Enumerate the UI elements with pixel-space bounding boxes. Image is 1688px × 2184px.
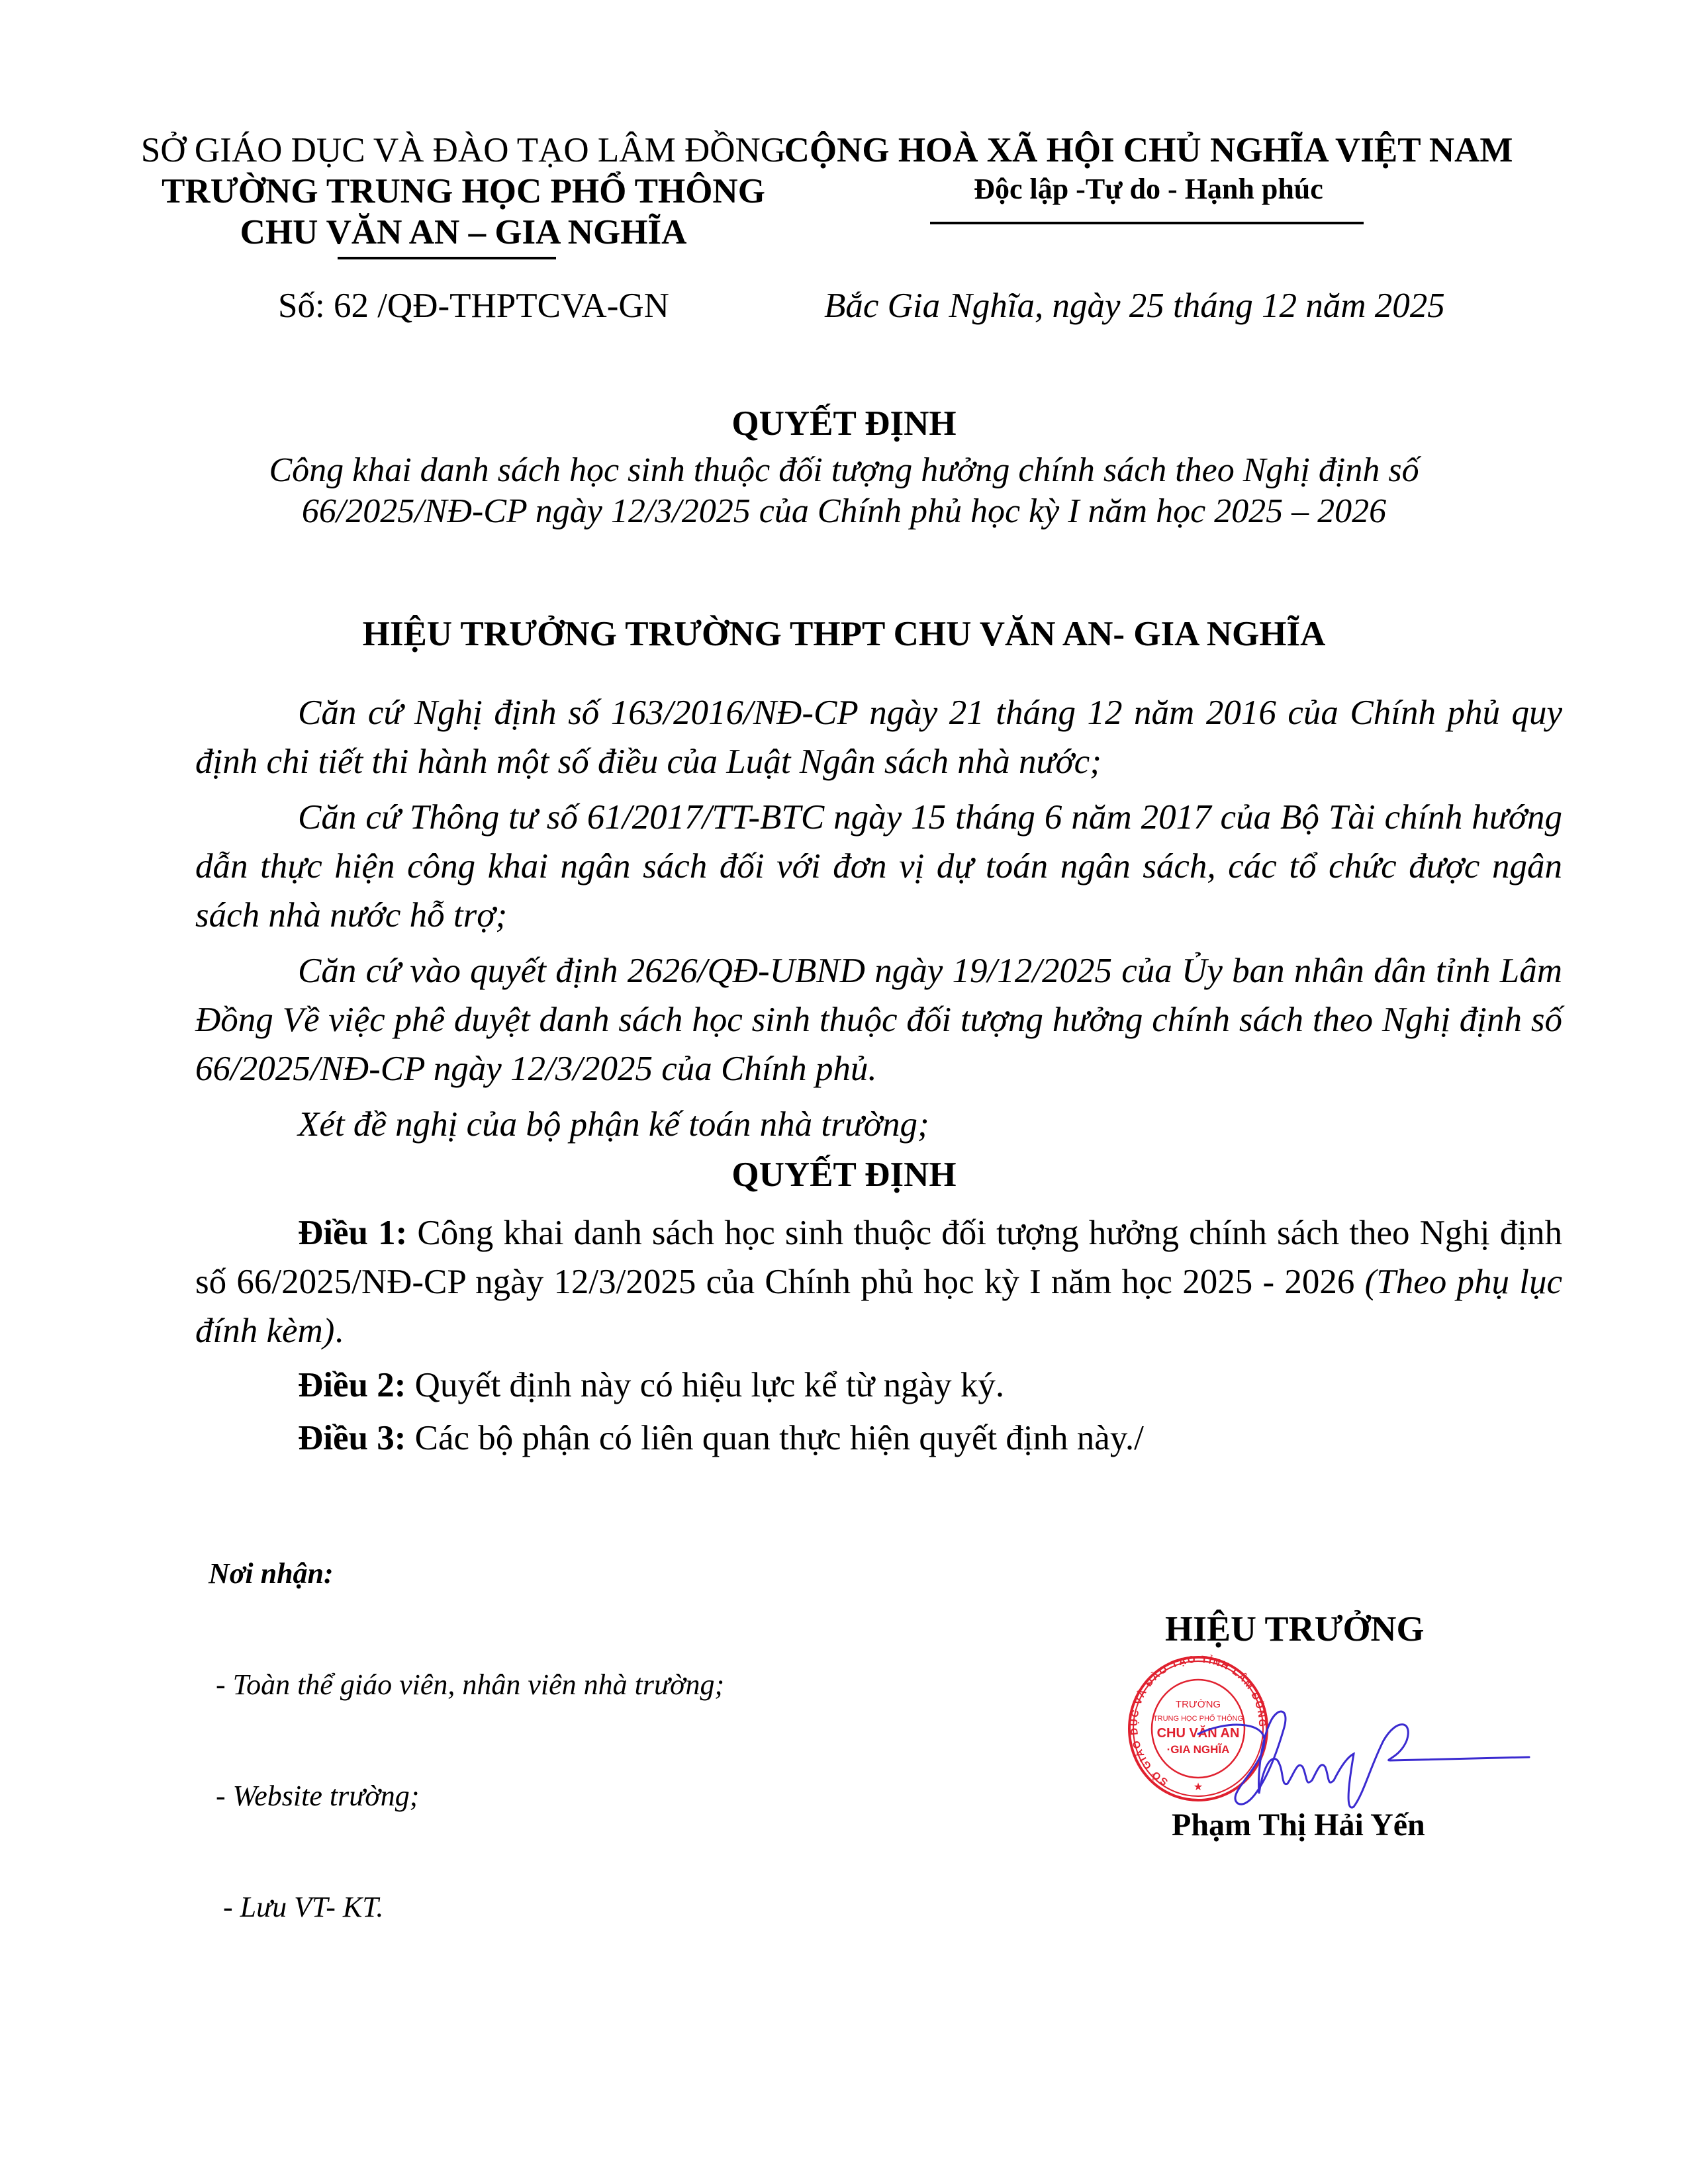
svg-text:·GIA NGHĨA: ·GIA NGHĨA — [1166, 1743, 1230, 1756]
article-text: Quyết định này có hiệu lực kể từ ngày ký. — [406, 1366, 1005, 1404]
header-agency-block — [132, 130, 794, 253]
subject-line2: 66/2025/NĐ-CP ngày 12/3/2025 của Chính phủ học kỳ I năm học 2025 – 2026 — [301, 492, 1387, 530]
subject-line1: Công khai danh sách học sinh thuộc đối tượng hưởng chính sách theo Nghị định số — [269, 451, 1419, 489]
article-label: Điều 2: — [298, 1366, 406, 1404]
svg-text:TRƯỜNG: TRƯỜNG — [1175, 1699, 1221, 1710]
svg-text:TRUNG HỌC PHỔ THÔNG: TRUNG HỌC PHỔ THÔNG — [1152, 1715, 1244, 1723]
article-end: . — [334, 1312, 344, 1350]
preamble-text: Căn cứ vào quyết định 2626/QĐ-UBND ngày 19/12/2025 của Ủy ban nhân dân tỉnh Lâm Đồng Về việc phê duyệt danh sách học sinh thuộc đối tượng hưởng chính sách theo Nghị định số 66/2025/NĐ-CP ngày 12/3/2025 của Chính phủ. — [195, 952, 1562, 1088]
article-label: Điều 3: — [298, 1419, 406, 1457]
article-text: Công khai danh sách học sinh thuộc đối tượng hưởng chính sách theo Nghị định số 66/2025/NĐ-CP ngày 12/3/2025 của Chính phủ học kỳ I năm học 2025 - 2026 — [195, 1214, 1562, 1301]
article-1 — [195, 1208, 1562, 1355]
document-number: Số: 62 /QĐ-THPTCVA-GN — [278, 287, 669, 325]
place-date: Bắc Gia Nghĩa, ngày 25 tháng 12 năm 2025 — [824, 287, 1445, 325]
preamble-text: Căn cứ Thông tư số 61/2017/TT-BTC ngày 15 tháng 6 năm 2017 của Bộ Tài chính hướng dẫn thực hiện công khai ngân sách đối với đơn vị dự toán ngân sách, các tổ chức được ngân sách nhà nước hỗ trợ; — [195, 798, 1562, 934]
svg-text:SỞ GIÁO DỤC VÀ ĐÀO TẠO TỈNH LÂ: SỞ GIÁO DỤC VÀ ĐÀO TẠO TỈNH LÂM ĐỒNG — [1128, 1653, 1268, 1788]
preamble-item — [195, 688, 1562, 786]
agency-name: SỞ GIÁO DỤC VÀ ĐÀO TẠO LÂM ĐỒNG — [140, 131, 786, 169]
preamble-item — [195, 793, 1562, 940]
signer-name: Phạm Thị Hải Yến — [1172, 1807, 1425, 1843]
recipient-item: - Toàn thể giáo viên, nhân viên nhà trường; — [209, 1668, 725, 1701]
school-name-line2: CHU VĂN AN – GIA NGHĨA — [240, 213, 687, 251]
issuing-authority: HIỆU TRƯỞNG TRƯỜNG THPT CHU VĂN AN- GIA NGHĨA — [362, 615, 1326, 653]
svg-text:★: ★ — [1193, 1780, 1203, 1793]
country-name: CỘNG HOÀ XÃ HỘI CHỦ NGHĨA VIỆT NAM — [784, 131, 1513, 169]
preamble-item — [195, 1100, 1562, 1149]
article-2 — [195, 1361, 1562, 1410]
preamble-text: Căn cứ Nghị định số 163/2016/NĐ-CP ngày 21 tháng 12 năm 2016 của Chính phủ quy định chi tiết thi hành một số điều của Luật Ngân sách nhà nước; — [195, 694, 1562, 781]
recipient-item: - Website trường; — [209, 1780, 420, 1812]
decision-heading: QUYẾT ĐỊNH — [731, 1156, 957, 1194]
svg-text:CHU VĂN AN: CHU VĂN AN — [1156, 1726, 1240, 1741]
handwritten-signature-icon — [1185, 1694, 1542, 1813]
national-motto: Độc lập -Tự do - Hạnh phúc — [974, 173, 1323, 205]
article-3 — [195, 1414, 1562, 1463]
recipients-heading: Nơi nhận: — [209, 1557, 334, 1590]
article-label: Điều 1: — [298, 1214, 408, 1252]
header-national-block — [774, 130, 1523, 208]
recipient-item: - Lưu VT- KT. — [209, 1891, 384, 1923]
article-note: (Theo phụ lục đính kèm) — [195, 1263, 1562, 1350]
document-subject — [0, 450, 1688, 532]
document-type-heading: QUYẾT ĐỊNH — [731, 404, 957, 443]
article-text: Các bộ phận có liên quan thực hiện quyết định này./ — [406, 1419, 1144, 1457]
recipients-block — [209, 1481, 724, 1963]
preamble-text: Xét đề nghị của bộ phận kế toán nhà trường; — [298, 1105, 929, 1144]
school-name-line1: TRƯỜNG TRUNG HỌC PHỔ THÔNG — [162, 172, 765, 210]
header-right-underline — [930, 222, 1364, 224]
header-left-underline — [338, 257, 556, 259]
signer-title: HIỆU TRƯỞNG — [1165, 1609, 1425, 1649]
preamble-item — [195, 946, 1562, 1093]
